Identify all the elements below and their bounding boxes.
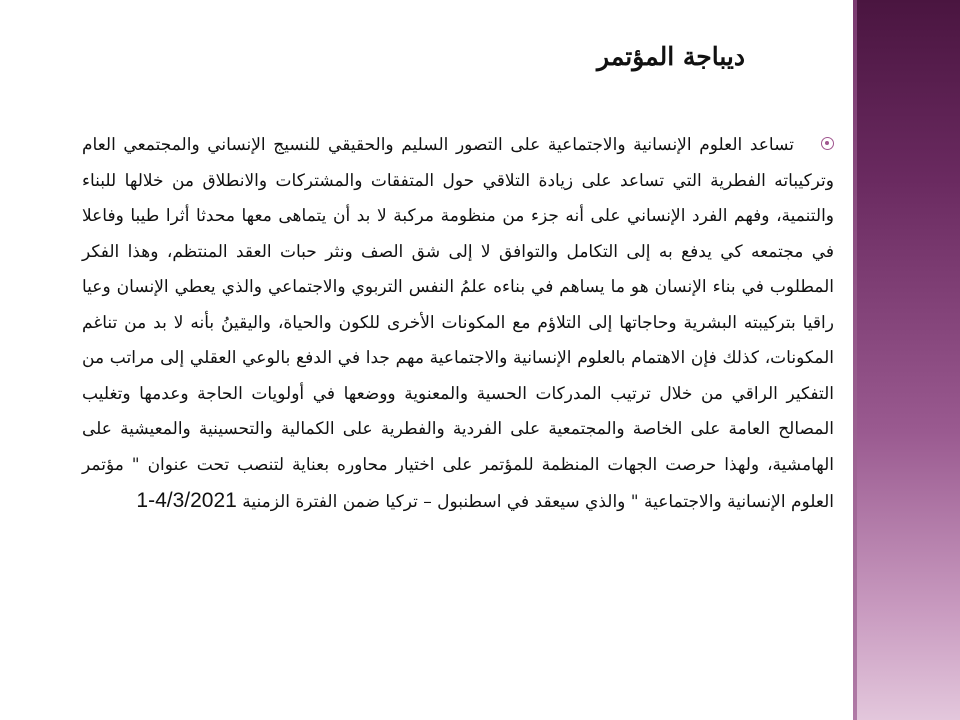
sidebar-stripe bbox=[853, 0, 857, 720]
paragraph-text: تساعد العلوم الإنسانية والاجتماعية على التصور السليم والحقيقي للنسيج الإنساني والمجتمعي العام وتركيباته الفطرية التي تساعد على زيادة التلاقي حول المتفقات والمشتركات والانطلاق من خلالها للبناء والتنمية، وفهم الفرد الإنساني على أنه جزء من منظومة مركبة لا بد أن يتماهى معها محدثا أثرا طيبا وفاعلا في مجتمعه كي يدفع به إلى التكامل والتوافق لا إلى شق الصف ونثر حبات العقد المنتظم، وهذا الفكر المطلوب في بناء الإنسان هو ما يساهم في بناءه علمُ النفس التربوي والاجتماعي والذي يعطي الإنسان وعيا راقيا بتركيبته البشرية وحاجاتها إلى التلاؤم مع المكونات الأخرى للكون والحياة، واليقينُ بأنه لا بد من تناغم المكونات، كذلك فإن الاهتمام بالعلوم الإنسانية والاجتماعية مهم جدا في الدفع بالوعي العقلي إلى مراتب من التفكير الراقي من خلال ترتيب المدركات الحسية والمعنوية ووضعها في أولويات الحاجة وعدمها وتغليب المصالح العامة على الخاصة والمجتمعية على الفردية والفطرية على الكمالية والتحسينية والمعيشية على الهامشية، ولهذا حرصت الجهات المنظمة للمؤتمر على اختيار محاوره بعناية لتنصب تحت عنوان " مؤتمر العلوم الإنسانية والاجتماعية " والذي سيعقد في اسطنبول – تركيا ضمن الفترة الزمنية bbox=[82, 135, 834, 512]
conference-date: 1-4/3/2021 bbox=[136, 489, 237, 512]
circle-bullet-icon bbox=[821, 137, 834, 150]
body-paragraph bbox=[82, 128, 834, 521]
slide-content bbox=[82, 128, 834, 648]
decorative-sidebar bbox=[853, 0, 960, 720]
slide-title: ديباجة المؤتمر bbox=[597, 42, 745, 71]
